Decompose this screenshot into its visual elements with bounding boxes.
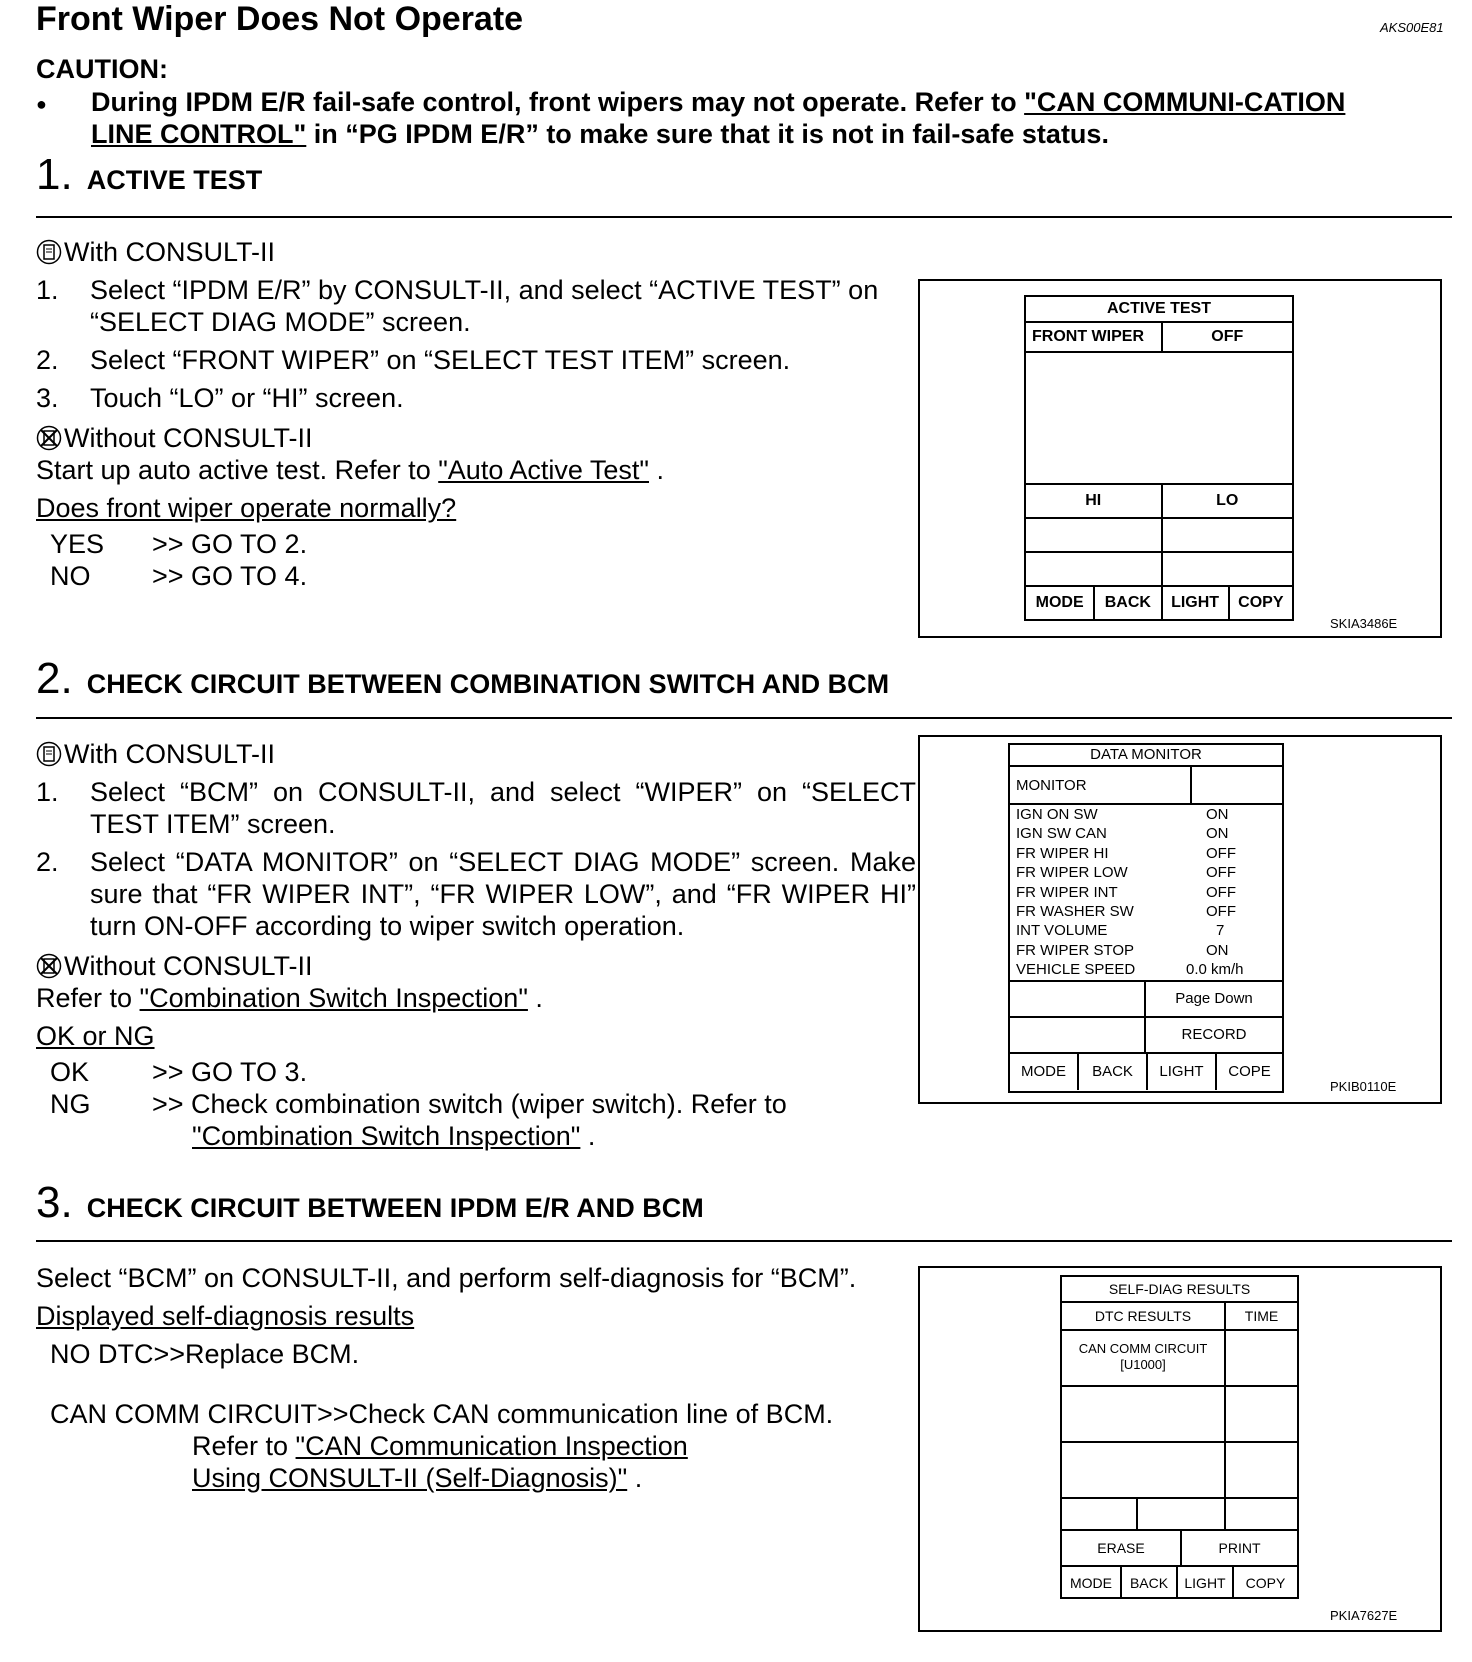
- record-row: [1010, 1018, 1282, 1054]
- page-title: Front Wiper Does Not Operate: [36, 0, 524, 38]
- step2-header: 2. CHECK CIRCUIT BETWEEN COMBINATION SWITCH AND BCM: [36, 654, 890, 703]
- answer-refer: Refer to "CAN Communication Inspection: [192, 1431, 688, 1461]
- monitor-list: [1010, 805, 1282, 982]
- table-row: IGN SW CAN ON: [1016, 825, 1229, 843]
- item-value: OFF: [1162, 322, 1294, 352]
- without-text: Start up auto active test. Refer to "Auto Active Test" .: [36, 455, 665, 485]
- divider: [36, 717, 1452, 719]
- without-consult-label: Without CONSULT-II: [36, 422, 916, 454]
- mode-button[interactable]: MODE: [1062, 1567, 1122, 1599]
- blank-area: [1025, 352, 1293, 484]
- answer-row: NO DTC>>Replace BCM.: [50, 1339, 360, 1369]
- self-diag-screen: [1060, 1275, 1299, 1599]
- copy-button[interactable]: COPY: [1229, 586, 1293, 620]
- answer-row: NG >> Check combination switch (wiper switch). Refer to: [50, 1089, 787, 1119]
- page-down-button[interactable]: Page Down: [1175, 990, 1253, 1007]
- mode-button[interactable]: MODE: [1025, 586, 1094, 620]
- step2-body: [36, 738, 916, 1152]
- combination-switch-link[interactable]: "Combination Switch Inspection": [192, 1121, 581, 1151]
- answer-row: YES >> GO TO 2.: [50, 529, 308, 559]
- list-item: 1. Select “BCM” on CONSULT-II, and select “WIPER” on “SELECT TEST ITEM” screen.: [36, 777, 916, 839]
- answer-refer: Using CONSULT-II (Self-Diagnosis)" .: [192, 1463, 643, 1493]
- step3-body: [36, 1262, 916, 1494]
- light-button[interactable]: LIGHT: [1148, 1054, 1217, 1090]
- without-consult-label: Without CONSULT-II: [36, 950, 916, 982]
- caution-text: During IPDM E/R fail-safe control, front wipers may not operate. Refer to "CAN COMMUNI-CATION LINE CONTROL" in “PG IPDM E/R” to make sure that it is not in fail-safe status.: [91, 87, 1346, 149]
- lo-button[interactable]: LO: [1162, 484, 1294, 518]
- copy-button[interactable]: COPY: [1245, 1575, 1286, 1591]
- question: OK or NG: [36, 1021, 155, 1051]
- column-headers: DTC RESULTS TIME: [1062, 1303, 1297, 1331]
- consult-icon: [36, 239, 62, 265]
- screen-header: SELF-DIAG RESULTS: [1062, 1277, 1297, 1303]
- page-down-row: [1010, 982, 1282, 1018]
- bottom-bar: [1010, 1054, 1282, 1090]
- light-button[interactable]: LIGHT: [1162, 586, 1229, 620]
- screen-header: ACTIVE TEST: [1025, 296, 1293, 322]
- doc-id: AKS00E81: [1380, 20, 1444, 35]
- back-button[interactable]: BACK: [1079, 1054, 1148, 1090]
- ng-refer: "Combination Switch Inspection" .: [192, 1121, 596, 1151]
- question: Displayed self-diagnosis results: [36, 1301, 415, 1331]
- bottom-bar: [1062, 1567, 1297, 1599]
- auto-active-test-link[interactable]: "Auto Active Test": [438, 455, 649, 485]
- table-row: VEHICLE SPEED 0.0 km/h: [1016, 961, 1244, 979]
- data-monitor-screen: [1008, 743, 1284, 1093]
- figure-code: PKIA7627E: [1330, 1608, 1398, 1623]
- no-consult-icon: [36, 425, 62, 451]
- light-button[interactable]: LIGHT: [1178, 1567, 1234, 1599]
- table-row: FR WIPER STOP ON: [1016, 941, 1229, 959]
- list-item: 2. Select “FRONT WIPER” on “SELECT TEST ITEM” screen.: [36, 345, 791, 375]
- answer-row: CAN COMM CIRCUIT>>Check CAN communication line of BCM.: [50, 1399, 834, 1429]
- active-test-screen: [1024, 295, 1294, 621]
- erase-button[interactable]: ERASE: [1062, 1531, 1182, 1565]
- table-row: FR WASHER SW OFF: [1016, 903, 1236, 921]
- back-button[interactable]: BACK: [1094, 586, 1161, 620]
- list-item: 1. Select “IPDM E/R” by CONSULT-II, and select “ACTIVE TEST” on “SELECT DIAG MODE” screen.: [36, 275, 879, 337]
- hi-button[interactable]: HI: [1025, 484, 1162, 518]
- back-button[interactable]: BACK: [1122, 1567, 1178, 1599]
- cope-button[interactable]: COPE: [1228, 1063, 1271, 1080]
- with-consult-label: With CONSULT-II: [36, 738, 916, 770]
- mode-button[interactable]: MODE: [1010, 1054, 1079, 1090]
- table-row: FR WIPER INT OFF: [1016, 883, 1236, 901]
- intro-text: Select “BCM” on CONSULT-II, and perform self-diagnosis for “BCM”.: [36, 1263, 857, 1293]
- step3-header: 3. CHECK CIRCUIT BETWEEN IPDM E/R AND BCM: [36, 1178, 704, 1227]
- record-button[interactable]: RECORD: [1181, 1026, 1247, 1043]
- divider: [36, 216, 1452, 218]
- without-text: Refer to "Combination Switch Inspection" .: [36, 983, 543, 1013]
- item-label: FRONT WIPER: [1025, 322, 1162, 352]
- data-monitor-figure: [918, 735, 1442, 1104]
- answer-row: OK >> GO TO 3.: [50, 1057, 308, 1087]
- self-diag-figure: [918, 1266, 1442, 1632]
- question: Does front wiper operate normally?: [36, 493, 457, 523]
- consult-icon: [36, 741, 62, 767]
- screen-header: DATA MONITOR: [1010, 745, 1282, 767]
- answer-row: NO >> GO TO 4.: [50, 561, 308, 591]
- monitor-row: MONITOR: [1010, 767, 1282, 805]
- print-button[interactable]: PRINT: [1218, 1540, 1261, 1556]
- list-item: 2. Select “DATA MONITOR” on “SELECT DIAG MODE” screen. Make sure that “FR WIPER INT”, “FR WIPER LOW”, and “FR WIPER HI” turn ON-OFF according to wiper switch operation.: [36, 847, 916, 941]
- can-inspection-link[interactable]: Using CONSULT-II (Self-Diagnosis)": [192, 1463, 628, 1493]
- table-row: FR WIPER HI OFF: [1016, 844, 1236, 862]
- table-row: FR WIPER LOW OFF: [1016, 864, 1236, 882]
- divider: [36, 1240, 1452, 1242]
- with-consult-label: With CONSULT-II: [36, 236, 916, 268]
- step1-body: [36, 236, 916, 592]
- erase-print-row: [1062, 1531, 1297, 1567]
- can-line-control-link[interactable]: "CAN COMMUNI-CATION LINE CONTROL": [91, 87, 1346, 149]
- caution-heading: CAUTION:: [36, 54, 168, 84]
- bullet-icon: ●: [36, 94, 47, 114]
- step1-header: 1. ACTIVE TEST: [36, 150, 263, 199]
- table-row: INT VOLUME 7: [1016, 922, 1225, 940]
- list-item: 3. Touch “LO” or “HI” screen.: [36, 383, 404, 413]
- figure-code: PKIB0110E: [1330, 1079, 1397, 1094]
- dtc-row: CAN COMM CIRCUIT [U1000]: [1062, 1331, 1297, 1387]
- combination-switch-link[interactable]: "Combination Switch Inspection": [139, 983, 528, 1013]
- no-consult-icon: [36, 953, 62, 979]
- active-test-figure: [918, 279, 1442, 638]
- can-inspection-link[interactable]: "CAN Communication Inspection: [295, 1431, 688, 1461]
- figure-code: SKIA3486E: [1330, 616, 1398, 631]
- table-row: IGN ON SW ON: [1016, 806, 1229, 823]
